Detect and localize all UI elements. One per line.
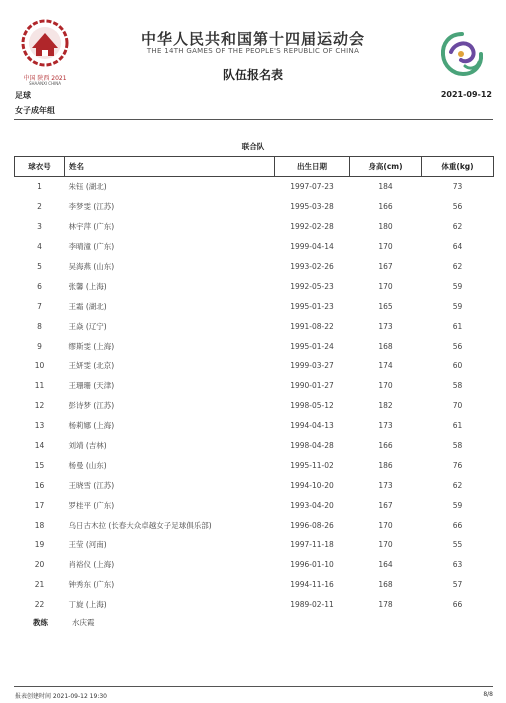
player-birthdate: 1990-01-27 <box>290 381 334 391</box>
player-birthdate: 1997-07-23 <box>290 182 334 192</box>
sport-label: 足球 <box>15 91 31 100</box>
player-number: 11 <box>34 381 45 391</box>
player-height: 167 <box>378 500 393 510</box>
player-height: 164 <box>378 560 393 570</box>
player-height: 178 <box>378 600 393 610</box>
table-row <box>15 356 494 376</box>
player-name: 王妍雯 (北京) <box>68 361 115 371</box>
table-row <box>15 237 494 257</box>
player-name: 杨莉娜 (上海) <box>68 421 115 431</box>
table-header-row <box>15 157 494 177</box>
player-weight: 76 <box>452 460 463 470</box>
player-number: 19 <box>34 540 45 550</box>
player-number: 10 <box>34 361 45 371</box>
player-birthdate: 1995-03-28 <box>290 202 334 212</box>
player-weight: 56 <box>452 341 463 351</box>
table-row <box>15 396 494 416</box>
roster-body <box>15 177 494 615</box>
player-number: 9 <box>37 341 42 351</box>
player-number: 18 <box>34 520 45 530</box>
player-number: 15 <box>34 460 45 470</box>
player-height: 167 <box>378 262 393 271</box>
player-weight: 58 <box>452 441 463 451</box>
column-header-height: 身高(cm) <box>350 157 422 177</box>
player-birthdate: 1995-01-23 <box>290 301 334 311</box>
player-height: 166 <box>378 202 393 212</box>
team-name: 联合队 <box>241 142 265 151</box>
player-number: 3 <box>37 222 42 232</box>
player-height: 184 <box>378 182 393 192</box>
player-birthdate: 1994-11-16 <box>290 580 334 590</box>
player-birthdate: 1995-01-24 <box>290 341 334 351</box>
header-divider <box>14 119 493 120</box>
player-weight: 70 <box>452 401 463 411</box>
player-number: 21 <box>34 580 45 590</box>
player-weight: 66 <box>452 600 463 610</box>
player-birthdate: 1992-05-23 <box>290 281 334 291</box>
player-name: 李梦雯 (江苏) <box>68 202 115 212</box>
page-number: 8/8 <box>483 691 493 698</box>
player-weight: 62 <box>452 222 463 232</box>
player-birthdate: 1998-05-12 <box>290 401 334 411</box>
player-birthdate: 1997-11-18 <box>290 540 334 550</box>
player-weight: 61 <box>452 321 463 331</box>
games-title-chinese: 中华人民共和国第十四届运动会 <box>140 30 365 48</box>
coach-name: 水庆霞 <box>72 618 95 627</box>
category-label: 女子成年组 <box>15 106 55 115</box>
player-name: 杨曼 (山东) <box>68 460 107 470</box>
player-name: 钟秀东 (广东) <box>68 580 115 590</box>
player-birthdate: 1994-10-20 <box>290 480 334 490</box>
player-birthdate: 1989-02-11 <box>290 600 334 610</box>
table-row <box>15 595 494 615</box>
table-row <box>15 376 494 396</box>
player-number: 1 <box>37 182 42 192</box>
player-number: 12 <box>34 401 45 411</box>
player-name: 乌日古木拉 (长春大众卓越女子足球俱乐部) <box>68 520 212 530</box>
player-weight: 55 <box>452 540 463 550</box>
player-name: 林宇萍 (广东) <box>68 222 115 232</box>
player-weight: 57 <box>452 580 463 590</box>
table-row <box>15 217 494 237</box>
player-name: 王晓雪 (江苏) <box>68 480 115 490</box>
player-weight: 73 <box>452 182 463 192</box>
player-number: 20 <box>34 560 45 570</box>
table-row <box>15 177 494 197</box>
column-header-birthdate: 出生日期 <box>275 157 350 177</box>
games-title-english: THE 14TH GAMES OF THE PEOPLE'S REPUBLIC OF CHINA <box>146 47 360 55</box>
column-header-number: 球衣号 <box>15 157 65 177</box>
player-name: 王珊珊 (天津) <box>68 381 115 391</box>
player-birthdate: 1996-08-26 <box>290 520 334 530</box>
player-name: 丁旋 (上海) <box>68 600 107 610</box>
player-birthdate: 1996-01-10 <box>290 560 334 570</box>
roster-table <box>14 156 494 615</box>
player-weight: 63 <box>452 560 463 570</box>
player-weight: 60 <box>452 361 463 371</box>
column-header-weight: 体重(kg) <box>422 157 494 177</box>
player-name: 王焱 (辽宁) <box>68 321 107 331</box>
player-height: 166 <box>378 441 393 451</box>
emblem-subcaption: SHAANXI CHINA <box>28 81 62 86</box>
player-height: 186 <box>378 460 393 470</box>
player-number: 13 <box>34 421 45 431</box>
player-height: 174 <box>378 361 393 371</box>
player-birthdate: 1994-04-13 <box>290 421 334 431</box>
player-birthdate: 1993-04-20 <box>290 500 334 510</box>
player-height: 173 <box>378 421 393 431</box>
player-weight: 59 <box>452 500 463 510</box>
player-height: 170 <box>378 281 393 291</box>
player-number: 5 <box>37 262 42 271</box>
player-number: 2 <box>37 202 42 212</box>
footer-divider <box>14 686 493 687</box>
player-number: 6 <box>37 281 42 291</box>
player-weight: 64 <box>452 242 463 252</box>
player-number: 4 <box>37 242 42 252</box>
player-name: 刘靖 (吉林) <box>68 441 107 451</box>
table-row <box>15 535 494 555</box>
player-height: 168 <box>378 341 393 351</box>
player-weight: 58 <box>452 381 463 391</box>
player-height: 170 <box>378 540 393 550</box>
player-name: 王霜 (湖北) <box>68 301 107 311</box>
table-row <box>15 515 494 535</box>
player-weight: 59 <box>452 301 463 311</box>
table-row <box>15 436 494 456</box>
table-row <box>15 276 494 296</box>
player-name: 王莹 (河南) <box>68 540 107 550</box>
player-birthdate: 1991-08-22 <box>290 321 334 331</box>
column-header-name: 姓名 <box>65 157 275 177</box>
player-weight: 62 <box>452 262 463 271</box>
player-number: 16 <box>34 480 45 490</box>
player-weight: 56 <box>452 202 463 212</box>
table-row <box>15 416 494 436</box>
player-weight: 66 <box>452 520 463 530</box>
table-row <box>15 575 494 595</box>
player-number: 22 <box>34 600 45 610</box>
coach-label: 教练 <box>33 618 48 627</box>
table-row <box>15 475 494 495</box>
report-created-time: 报表创建时间 2021-09-12 19:30 <box>15 693 107 700</box>
player-name: 朱钰 (湖北) <box>68 182 107 192</box>
player-name: 吴海燕 (山东) <box>68 262 115 271</box>
report-date: 2021-09-12 <box>440 90 492 99</box>
player-weight: 59 <box>452 281 463 291</box>
player-height: 170 <box>378 520 393 530</box>
player-birthdate: 1999-04-14 <box>290 242 334 252</box>
player-number: 14 <box>34 441 45 451</box>
player-height: 173 <box>378 321 393 331</box>
emblem-caption: 中国 陕西 2021 <box>23 75 67 82</box>
player-birthdate: 1999-03-27 <box>290 361 334 371</box>
table-row <box>15 257 494 277</box>
player-name: 罗桂平 (广东) <box>68 500 115 510</box>
document-title: 队伍报名表 <box>222 68 283 82</box>
player-height: 173 <box>378 480 393 490</box>
player-number: 8 <box>37 321 42 331</box>
table-row <box>15 495 494 515</box>
table-row <box>15 316 494 336</box>
table-row <box>15 296 494 316</box>
player-weight: 62 <box>452 480 463 490</box>
player-height: 180 <box>378 222 393 232</box>
player-name: 肖裕仪 (上海) <box>68 560 115 570</box>
player-number: 17 <box>34 500 45 510</box>
player-birthdate: 1995-11-02 <box>290 460 334 470</box>
player-name: 李晴潼 (广东) <box>68 242 115 252</box>
player-birthdate: 1993-02-26 <box>290 262 334 271</box>
player-name: 缪斯雯 (上海) <box>68 341 115 351</box>
player-height: 170 <box>378 242 393 252</box>
player-name: 彭诗梦 (江苏) <box>68 401 115 411</box>
player-height: 168 <box>378 580 393 590</box>
table-row <box>15 336 494 356</box>
table-row <box>15 555 494 575</box>
player-birthdate: 1992-02-28 <box>290 222 334 232</box>
player-birthdate: 1998-04-28 <box>290 441 334 451</box>
player-height: 182 <box>378 401 393 411</box>
player-height: 165 <box>378 301 393 311</box>
table-row <box>15 455 494 475</box>
player-name: 张馨 (上海) <box>68 281 107 291</box>
player-weight: 61 <box>452 421 463 431</box>
table-row <box>15 197 494 217</box>
player-height: 170 <box>378 381 393 391</box>
player-number: 7 <box>37 301 42 311</box>
